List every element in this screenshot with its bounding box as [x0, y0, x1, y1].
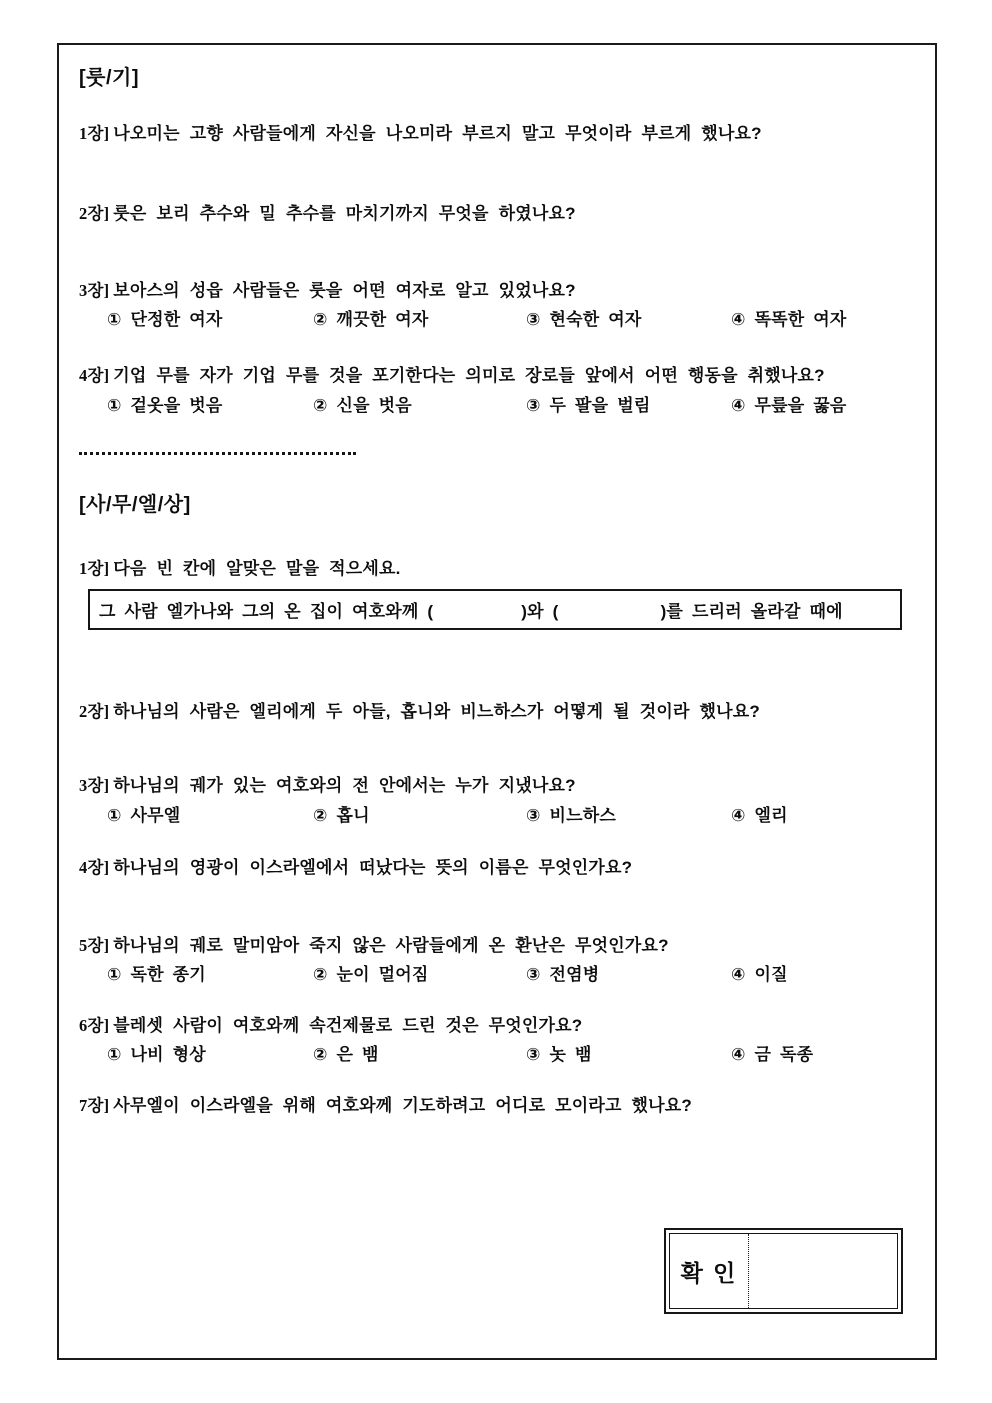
stamp-area	[749, 1234, 897, 1308]
choice-row	[107, 804, 917, 827]
dotted-separator	[79, 452, 356, 455]
question-text: 나오미는 고향 사람들에게 자신을 나오미라 부르지 말고 무엇이라 부르게 했나요?	[113, 124, 762, 143]
confirm-stamp-box	[664, 1228, 903, 1314]
choice-row	[107, 963, 917, 986]
choice-option: ① 사무엘	[107, 806, 181, 825]
choice-option: ④ 엘리	[731, 806, 788, 825]
choice-option: ② 은 뱀	[313, 1045, 379, 1064]
choice-option: ③ 비느하스	[526, 806, 617, 825]
choice-option: ② 신을 벗음	[313, 396, 412, 415]
question	[79, 1094, 917, 1117]
question-text: 하나님의 영광이 이스라엘에서 떠났다는 뜻의 이름은 무엇인가요?	[113, 858, 633, 877]
page-content	[59, 45, 935, 1314]
section-title-samuel: [사/무/엘/상]	[79, 494, 191, 516]
choice-option: ④ 금 독종	[731, 1045, 814, 1064]
question	[79, 934, 917, 957]
question	[79, 202, 917, 225]
choice-option: ③ 놋 뱀	[526, 1045, 592, 1064]
choice-option: ① 독한 종기	[107, 965, 206, 984]
question-text: 하나님의 궤로 말미암아 죽지 않은 사람들에게 온 환난은 무엇인가요?	[113, 936, 669, 955]
choice-option: ② 깨끗한 여자	[313, 310, 429, 329]
question-number: 3장]	[79, 281, 110, 300]
question-number: 4장]	[79, 366, 110, 385]
confirm-label: 확 인	[670, 1234, 749, 1308]
fill-in-box	[88, 589, 902, 630]
question	[79, 279, 917, 302]
question-number: 6장]	[79, 1016, 110, 1035]
choice-row	[107, 308, 917, 331]
choice-option: ④ 이질	[731, 965, 788, 984]
choice-option: ② 홉니	[313, 806, 370, 825]
choice-option: ③ 현숙한 여자	[526, 310, 642, 329]
choice-option: ② 눈이 멀어짐	[313, 965, 429, 984]
question-text: 다음 빈 칸에 알맞은 말을 적으세요.	[113, 559, 401, 578]
choice-option: ④ 무릎을 꿇음	[731, 396, 847, 415]
question-number: 4장]	[79, 858, 110, 877]
question	[79, 856, 917, 879]
choice-option: ④ 똑똑한 여자	[731, 310, 847, 329]
question	[79, 364, 917, 387]
question	[79, 557, 917, 580]
question-text: 하나님의 사람은 엘리에게 두 아들, 홉니와 비느하스가 어떻게 될 것이라 했나요?	[113, 702, 760, 721]
question-text: 사무엘이 이스라엘을 위해 여호와께 기도하려고 어디로 모이라고 했나요?	[113, 1096, 693, 1115]
question-text: 기업 무를 자가 기업 무를 것을 포기한다는 의미로 장로들 앞에서 어떤 행동을 취했나요?	[113, 366, 825, 385]
choice-row	[107, 394, 917, 417]
page-border	[57, 43, 937, 1360]
choice-option: ① 겉옷을 벗음	[107, 396, 223, 415]
question	[79, 122, 917, 145]
choice-option: ① 단정한 여자	[107, 310, 223, 329]
question-text: 블레셋 사람이 여호와께 속건제물로 드린 것은 무엇인가요?	[113, 1016, 583, 1035]
question-text: 룻은 보리 추수와 밀 추수를 마치기까지 무엇을 하였나요?	[113, 204, 576, 223]
choice-option: ③ 두 팔을 벌림	[526, 396, 651, 415]
question-number: 2장]	[79, 204, 110, 223]
section-title-ruth: [룻/기]	[79, 67, 140, 89]
question	[79, 700, 917, 723]
question-number: 5장]	[79, 936, 110, 955]
question-number: 3장]	[79, 776, 110, 795]
choice-option: ① 나비 형상	[107, 1045, 206, 1064]
question	[79, 774, 917, 797]
fill-text-part1: 그 사람 엘가나와 그의 온 집이 여호와께 (	[99, 602, 434, 621]
question-text: 보아스의 성읍 사람들은 룻을 어떤 여자로 알고 있었나요?	[113, 281, 576, 300]
choice-option: ③ 전염병	[526, 965, 600, 984]
question-number: 2장]	[79, 702, 110, 721]
question-number: 1장]	[79, 124, 110, 143]
question-number: 1장]	[79, 559, 110, 578]
fill-text-part2: )와 (	[521, 602, 559, 621]
question-number: 7장]	[79, 1096, 110, 1115]
question	[79, 1014, 917, 1037]
question-text: 하나님의 궤가 있는 여호와의 전 안에서는 누가 지냈나요?	[113, 776, 576, 795]
fill-text-part3: )를 드리러 올라갈 때에	[660, 602, 843, 621]
choice-row	[107, 1043, 917, 1066]
confirm-stamp-inner	[669, 1233, 898, 1309]
